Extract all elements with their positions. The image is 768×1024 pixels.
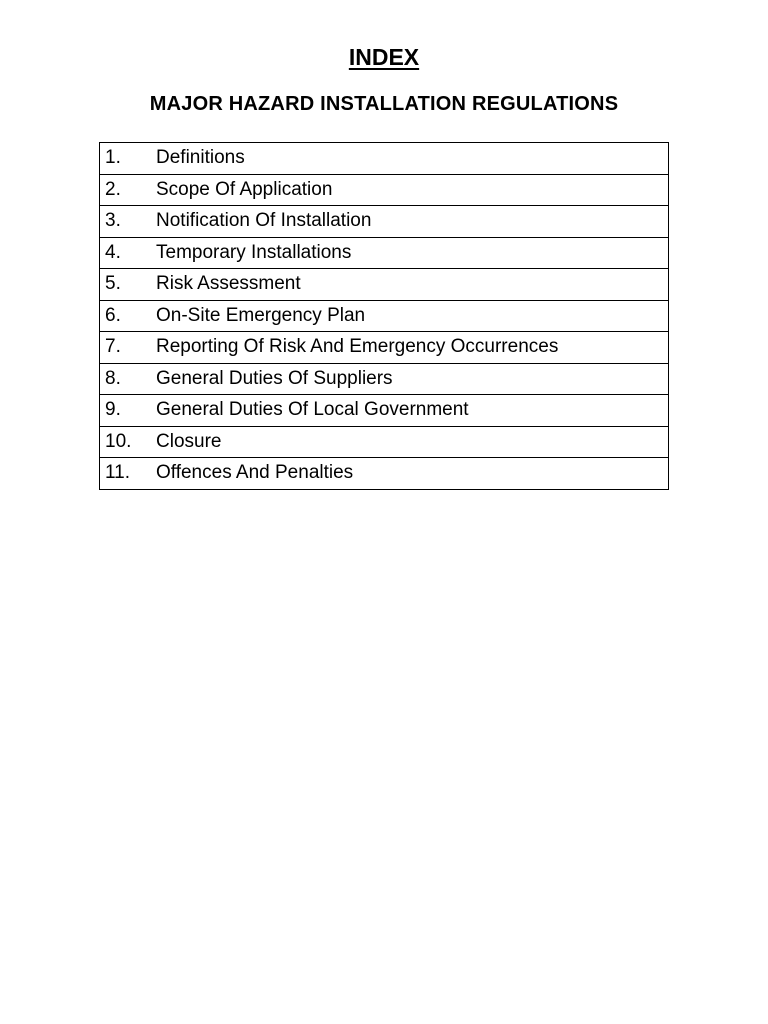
entry-number: 7. (100, 332, 157, 364)
table-row (100, 458, 669, 490)
table-row (100, 237, 669, 269)
table-row (100, 206, 669, 238)
table-row (100, 174, 669, 206)
table-row (100, 363, 669, 395)
entry-number: 9. (100, 395, 157, 427)
entry-title: Risk Assessment (156, 269, 669, 301)
page-title-text: INDEX (348, 44, 420, 70)
table-row (100, 426, 669, 458)
table-row (100, 143, 669, 175)
entry-title: On-Site Emergency Plan (156, 300, 669, 332)
entry-number: 2. (100, 174, 157, 206)
table-row (100, 332, 669, 364)
entry-number: 1. (100, 143, 157, 175)
entry-title: Closure (156, 426, 669, 458)
index-table (99, 142, 669, 490)
entry-title: Reporting Of Risk And Emergency Occurrences (156, 332, 669, 364)
table-row (100, 300, 669, 332)
entry-title: General Duties Of Suppliers (156, 363, 669, 395)
entry-number: 10. (100, 426, 157, 458)
table-row (100, 395, 669, 427)
entry-title: Definitions (156, 143, 669, 175)
entry-title: Offences And Penalties (156, 458, 669, 490)
entry-number: 5. (100, 269, 157, 301)
table-row (100, 269, 669, 301)
entry-title: Scope Of Application (156, 174, 669, 206)
entry-number: 6. (100, 300, 157, 332)
entry-title: General Duties Of Local Government (156, 395, 669, 427)
entry-number: 8. (100, 363, 157, 395)
entry-number: 4. (100, 237, 157, 269)
page-title (0, 42, 768, 72)
document-subtitle: MAJOR HAZARD INSTALLATION REGULATIONS (149, 93, 619, 115)
entry-number: 3. (100, 206, 157, 238)
entry-number: 11. (100, 458, 157, 490)
entry-title: Notification Of Installation (156, 206, 669, 238)
entry-title: Temporary Installations (156, 237, 669, 269)
